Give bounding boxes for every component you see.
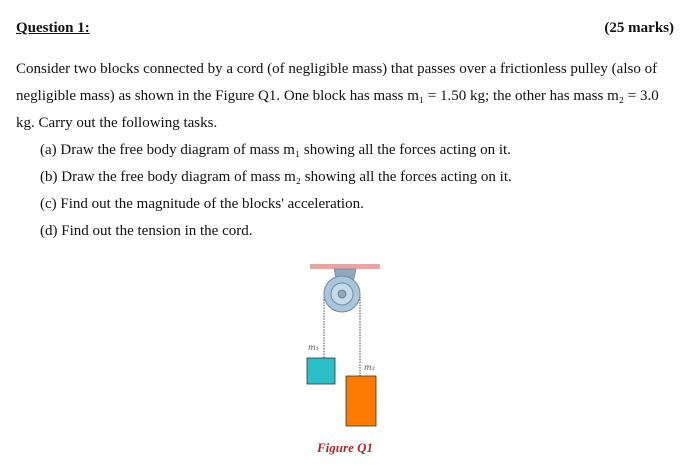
ceiling-plate [310,264,380,269]
question-intro: Consider two blocks connected by a cord (of negligible mass) that passes over a frictionless pulley (also of negligible mass) as shown in the Figure Q1. One block has mass m₁ = 1.50 kg; the other has mass m₂ = 3.0 kg. Carry out the following tasks. [16,61,659,131]
task-list [40,137,512,245]
label-m2: m₂ [364,363,375,372]
task-item-d: (d) Find out the tension in the cord. [40,223,253,239]
block-m1 [307,358,335,384]
task-item-c: (c) Find out the magnitude of the blocks' acceleration. [40,196,364,212]
figure-caption: Figure Q1 [317,440,373,455]
task-item-b: (b) Draw the free body diagram of mass m₂ showing all the forces acting on it. [40,169,512,185]
question-title: Question 1: [16,20,90,36]
pulley-figure [290,258,400,428]
block-m2 [346,376,376,426]
pulley-axle [338,290,346,298]
label-m1: m₁ [308,343,319,352]
task-item-a: (a) Draw the free body diagram of mass m₁ showing all the forces acting on it. [40,142,511,158]
question-marks: (25 marks) [604,20,674,36]
